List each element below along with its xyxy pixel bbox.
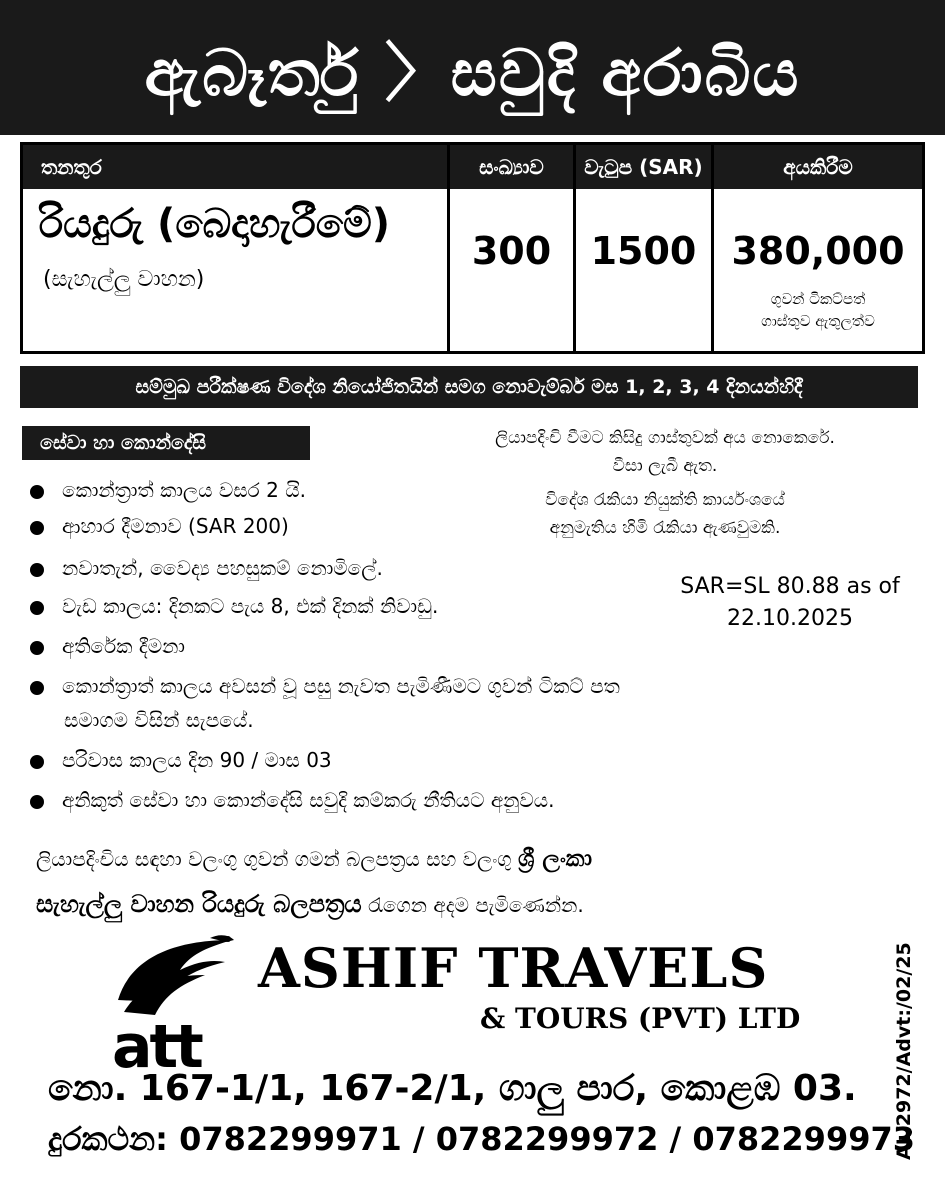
fee-note-1: ගුවන් ටිකට්පත් <box>770 290 866 308</box>
fee-note-2: ගාස්තුව ඇතුලත්ව <box>761 312 875 330</box>
note-no-fee: ලියාපදිංචි වීමට කිසිදු ගාස්තුවක් අය නොකෙරේ. <box>495 428 835 448</box>
position-subtitle: (සැහැල්ලු වාහන) <box>43 267 205 292</box>
interview-text: සම්මුඛ පරීක්ෂණ විදේශ නියෝජිතයින් සමග නොවැම්බර් මස 1, 2, 3, 4 දිනයන්හිදී <box>135 376 803 398</box>
title-text: ඇබෑර්තු 〉සවුදි අරාබිය <box>144 36 801 111</box>
bullet-icon <box>30 521 44 535</box>
list-item: කොන්ත්‍රාත් කාලය වසර 2 යි. <box>30 478 306 502</box>
bullet-icon <box>30 601 44 615</box>
list-item: කොන්ත්‍රාත් කාලය අවසන් වූ පසු නැවත පැමිණීමට ගුවන් ටිකට් පත <box>30 674 620 698</box>
list-item: අතිරේක දීමනා <box>30 634 185 658</box>
services-label: සේවා හා කොන්දේසි <box>22 426 310 460</box>
note-visa: වීසා ලැබී ඇත. <box>612 456 718 476</box>
note-bureau-2: අනුමැතිය හිමි රැකියා ඇණවුමකි. <box>549 518 781 538</box>
quantity-value: 300 <box>471 229 552 273</box>
bullet-icon <box>30 641 44 655</box>
interview-banner <box>20 366 918 408</box>
list-item: නවාතැන්, වෛද්‍ය පහසුකම් නොමිලේ. <box>30 556 383 580</box>
exchange-rate: SAR=SL 80.88 as of <box>680 574 900 599</box>
fee-value: 380,000 <box>731 229 905 273</box>
job-table <box>20 142 925 354</box>
list-item: ආහාර දීමනාව (SAR 200) <box>30 514 289 538</box>
bullet-icon <box>30 563 44 577</box>
list-item-continuation: සමාගම විසින් සැපයේ. <box>64 708 254 732</box>
header-fee: අයකිරීම <box>714 145 922 189</box>
page-title <box>0 0 945 135</box>
header-position: තනතුර <box>23 145 447 189</box>
list-item: අනිකුත් සේවා හා කොන්දේසි සවුදි කම්කරු නීතියට අනුවය. <box>30 788 555 812</box>
company-phone: දුරකථන: 0782299971 / 0782299972 / 0782299973 <box>48 1120 916 1158</box>
header-quantity: සංඛ්‍යාව <box>450 145 573 189</box>
documents-line-1: ලියාපදිංචිය සඳහා වලංගු ගුවන් ගමන් බලපත්‍රය සහ වලංගු ශ්‍රී ලංකා <box>36 846 593 872</box>
company-address: නො. 167-1/1, 167-2/1, ගාලු පාර, කොළඹ 03. <box>48 1068 857 1109</box>
company-subtitle: & TOURS (PVT) LTD <box>480 1002 801 1035</box>
company-name: ASHIF TRAVELS <box>258 936 769 1000</box>
note-bureau-1: විදේශ රැකියා නියුක්ති කාර්යංශයේ <box>545 490 785 510</box>
header-salary: වැටුප (SAR) <box>576 145 711 189</box>
list-item: පරිවාස කාලය දින 90 / මාස 03 <box>30 748 332 772</box>
exchange-rate-date: 22.10.2025 <box>727 606 853 631</box>
salary-value: 1500 <box>590 229 697 273</box>
documents-line-2: සැහැල්ලු වාහන රියදුරු බලපත්‍රය රැගෙන අදම පැමිණෙන්න. <box>36 890 584 918</box>
bullet-icon <box>30 681 44 695</box>
logo-letters: att <box>112 1012 201 1082</box>
list-item: වැඩ කාලය: දිනකට පැය 8, එක් දිනක් නිවාඩු. <box>30 594 438 618</box>
bullet-icon <box>30 755 44 769</box>
bullet-icon <box>30 485 44 499</box>
bullet-icon <box>30 795 44 809</box>
position-name: රියදුරු (බෙදාහැරීමේ) <box>39 201 391 247</box>
advert-reference: AL/2972/Advt:/02/25 <box>893 942 915 1160</box>
